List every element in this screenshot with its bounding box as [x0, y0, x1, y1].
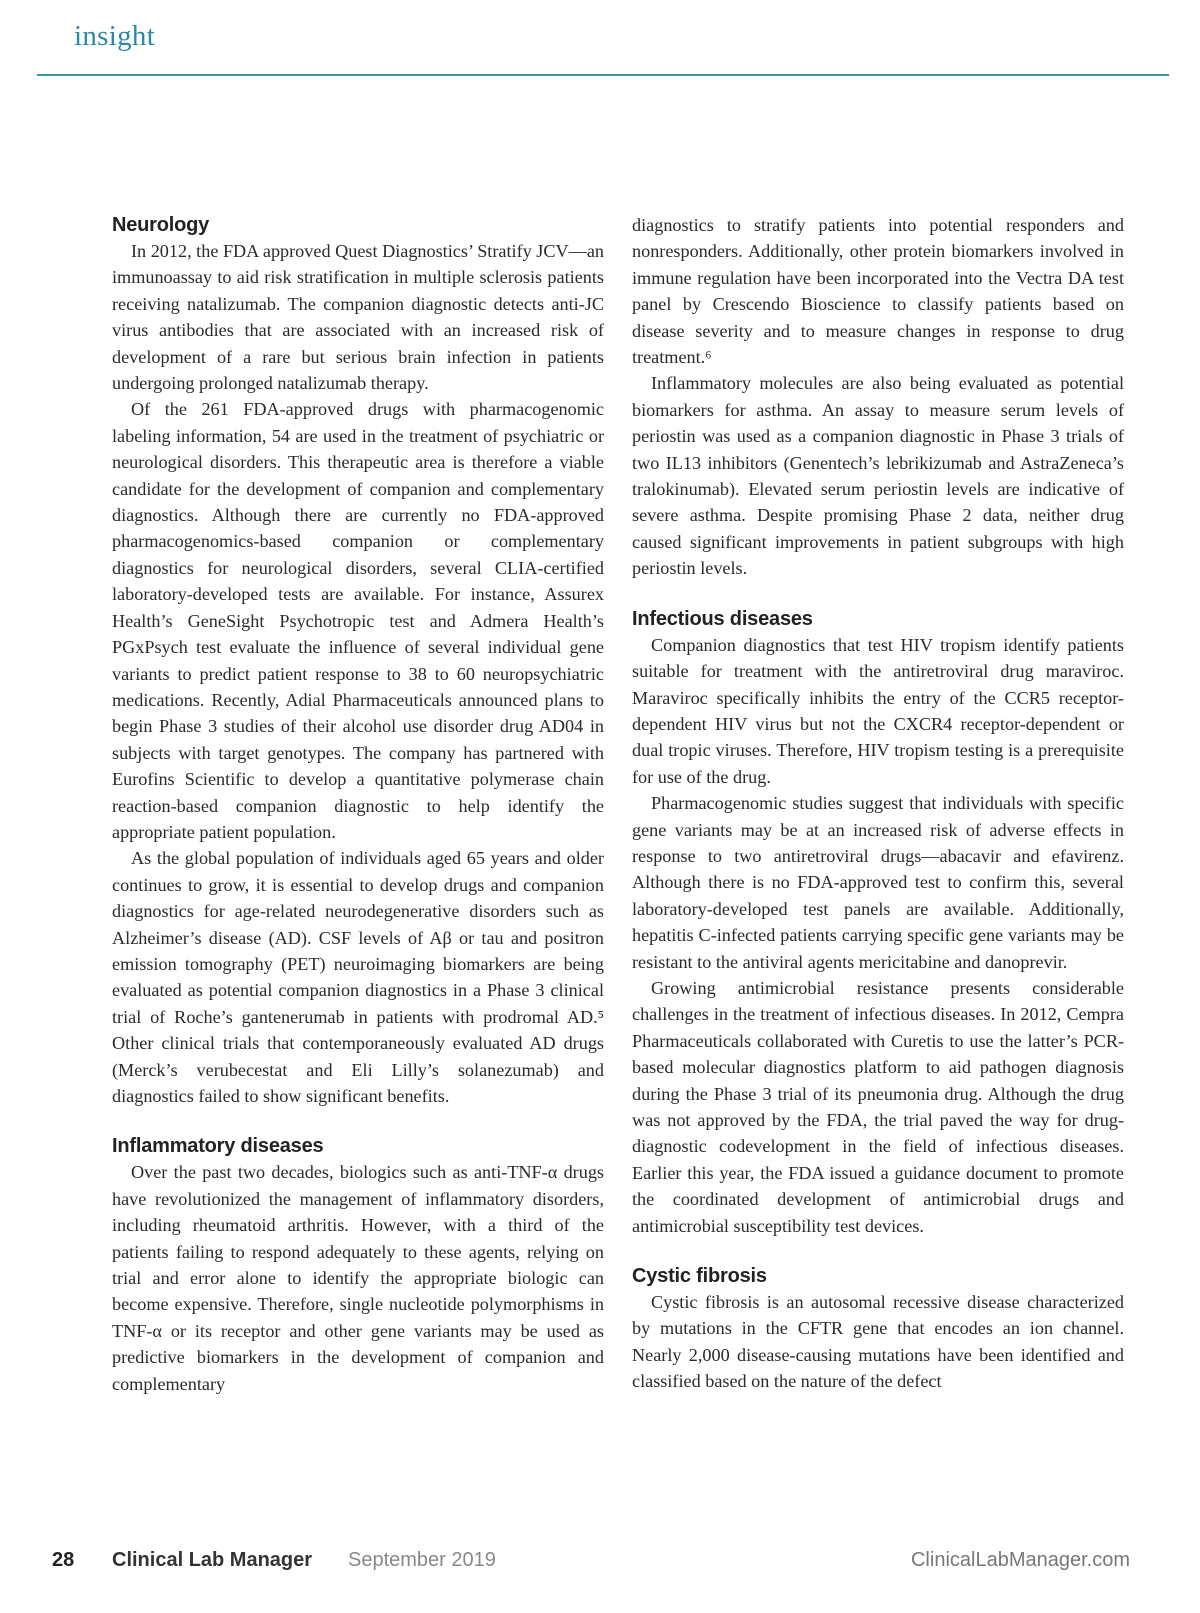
heading-infectious-diseases: Infectious diseases — [632, 607, 813, 630]
website-url: ClinicalLabManager.com — [910, 1549, 1130, 1571]
header-divider — [37, 74, 1169, 76]
paragraph: Growing antimicrobial resistance presents considerable challenges in the treatment of infectious diseases. In 2012, Cempra Pharmaceuticals collaborated with Curetis to use the latter’s PCR-based molecular diagnostics platform to aid pathogen diagnosis during the Phase 3 trial of its pneumonia drug. Although the drug was not approved by the FDA, the trial paved the way for drug-diagnostic codevelopment in the field of infectious diseases. Earlier this year, the FDA issued a guidance document to promote the coordinated development of antimicrobial drugs and antimicrobial susceptibility test devices. — [632, 977, 1124, 1236]
paragraph: Inflammatory molecules are also being evaluated as potential biomarkers for asthma. An assay to measure serum levels of periostin was used as a companion diagnostic in Phase 3 trials of two IL13 inhibitors (Genentech’s lebrikizumab and AstraZeneca’s tralokinumab). Elevated serum periostin levels are indicative of severe asthma. Despite promising Phase 2 data, neither drug caused significant improvements in patient subgroups with high periostin levels. — [632, 373, 1124, 579]
page-number: 28 — [52, 1549, 75, 1571]
paragraph: Companion diagnostics that test HIV tropism identify patients suitable for treatment with the antiretroviral drug maraviroc. Maraviroc specifically inhibits the entry of the CCR5 receptor-dependent HIV virus but not the CXCR4 receptor-dependent or dual tropic viruses. Therefore, HIV tropism testing is a prerequisite for use of the drug. — [632, 634, 1124, 787]
paragraph: Over the past two decades, biologics such as anti-TNF-α drugs have revolutionized the management of inflammatory disorders, including rheumatoid arthritis. However, with a third of the patients failing to respond adequately to these agents, relying on trial and error alone to identify the appropriate biologic can become expensive. Therefore, single nucleotide polymorphisms in TNF-α or its receptor and other gene variants may be used as predictive biomarkers in the development of companion and complementary — [112, 1162, 604, 1394]
paragraph: As the global population of individuals aged 65 years and older continues to grow, it is essential to develop drugs and companion diagnostics for age-related neurodegenerative disorders such as Alzheimer’s disease (AD). CSF levels of Aβ or tau and positron emission tomography (PET) neuroimaging biomarkers are being evaluated as potential companion diagnostics in a Phase 3 clinical trial of Roche’s gantenerumab in patients with prodromal AD.⁵ Other clinical trials that contemporaneously evaluated AD drugs (Merck’s verubecestat and Eli Lilly’s solanezumab) and diagnostics failed to show significant benefits. — [112, 848, 604, 1106]
left-column — [112, 212, 604, 1397]
paragraph: Cystic fibrosis is an autosomal recessive disease characterized by mutations in the CFTR gene that encodes an ion channel. Nearly 2,000 disease-causing mutations have been identified and classified based on the nature of the defect — [632, 1292, 1124, 1392]
paragraph: Pharmacogenomic studies suggest that individuals with specific gene variants may be at an increased risk of adverse effects in response to two antiretroviral drugs—abacavir and efavirenz. Although there is no FDA-approved test to confirm this, several laboratory-developed test panels are available. Additionally, hepatitis C-infected patients carrying specific gene variants may be resistant to the antiviral agents mericitabine and danoprevir. — [632, 793, 1124, 972]
heading-neurology: Neurology — [112, 214, 210, 236]
publication-title: Clinical Lab Manager — [112, 1549, 313, 1571]
heading-cystic-fibrosis: Cystic fibrosis — [632, 1265, 767, 1288]
issue-date: September 2019 — [348, 1549, 496, 1571]
page-footer — [0, 1549, 1200, 1579]
paragraph: In 2012, the FDA approved Quest Diagnostics’ Stratify JCV—an immunoassay to aid risk stratification in multiple sclerosis patients receiving natalizumab. The companion diagnostic detects anti-JC virus antibodies that are associated with an increased risk of development of a rare but serious brain infection in patients undergoing prolonged natalizumab therapy. — [112, 241, 604, 394]
right-column — [632, 212, 1124, 1395]
paragraph-continued: diagnostics to stratify patients into potential responders and nonresponders. Additionally, other protein biomarkers involved in immune regulation have been incorporated into the Vectra DA test panel by Crescendo Bioscience to classify patients based on disease severity and to measure changes in response to drug treatment.⁶ — [632, 215, 1124, 368]
paragraph: Of the 261 FDA-approved drugs with pharmacogenomic labeling information, 54 are used in the treatment of psychiatric or neurological disorders. This therapeutic area is therefore a viable candidate for the development of companion and complementary diagnostics. Although there are currently no FDA-approved pharmacogenomics-based companion or complementary diagnostics for neurological disorders, several CLIA-certified laboratory-developed tests are available. For instance, Assurex Health’s GeneSight Psychotropic test and Admera Health’s PGxPsych test evaluate the influence of several individual gene variants to predict patient response to 38 to 60 neuropsychiatric medications. Recently, Adial Pharmaceuticals announced plans to begin Phase 3 studies of their alcohol use disorder drug AD04 in subjects with target genotypes. The company has partnered with Eurofins Scientific to develop a quantitative polymerase chain reaction-based companion diagnostic to help identify the appropriate patient population. — [112, 399, 604, 842]
heading-inflammatory-diseases: Inflammatory diseases — [112, 1135, 324, 1158]
section-label: insight — [74, 20, 156, 52]
